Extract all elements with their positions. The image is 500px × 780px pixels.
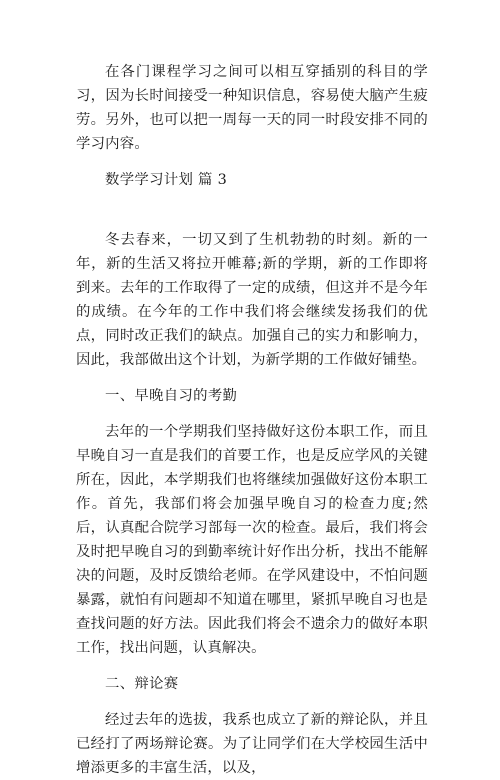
spacer: [76, 660, 428, 672]
spacer: [76, 156, 428, 168]
spacer: [76, 372, 428, 384]
heading-debate: 二、辩论赛: [105, 676, 179, 692]
spacer: [76, 696, 428, 708]
paragraph-study-tips: 在各门课程学习之间可以相互穿插别的科目的学习，因为长时间接受一种知识信息，容易使大脑产生疲劳。另外，也可以把一周每一天的同一时段安排不同的学习内容。: [76, 64, 428, 152]
heading-attendance: 一、早晚自习的考勤: [105, 388, 238, 404]
section-title: 数学学习计划 篇 3: [105, 172, 228, 188]
paragraph-attendance: 去年的一个学期我们坚持做好这份本职工作，而且早晚自习一直是我们的首要工作，也是反应学风的关键所在，因此，本学期我们也将继续加强做好这份本职工作。首先，我部们将会加强早晚自习的检查力度;然后，认真配合院学习部每一次的检查。最后，我们将会及时把早晚自习的到勤率统计好作出分析，找出不能解决的问题，及时反馈给老师。在学风建设中，不怕问题暴露，就怕有问题却不知道在哪里，紧抓早晚自习也是查找问题的好方法。因此我们将会不遗余力的做好本职工作，找出问题，认真解决。: [76, 424, 428, 656]
document-body: [76, 60, 428, 780]
spacer: [76, 192, 428, 216]
paragraph-debate: 经过去年的选拔，我系也成立了新的辩论队，并且已经打了两场辩论赛。为了让同学们在大学校园生活中增添更多的丰富生活，以及，: [76, 712, 428, 776]
spacer: [76, 408, 428, 420]
spacer: [76, 216, 428, 228]
paragraph-intro: 冬去春来，一切又到了生机勃勃的时刻。新的一年，新的生活又将拉开帷幕;新的学期，新的工作即将到来。去年的工作取得了一定的成绩，但这并不是今年的成绩。在今年的工作中我们将会继续发扬我们的优点，同时改正我们的缺点。加强自己的实力和影响力，因此，我部做出这个计划，为新学期的工作做好铺垫。: [76, 232, 428, 368]
